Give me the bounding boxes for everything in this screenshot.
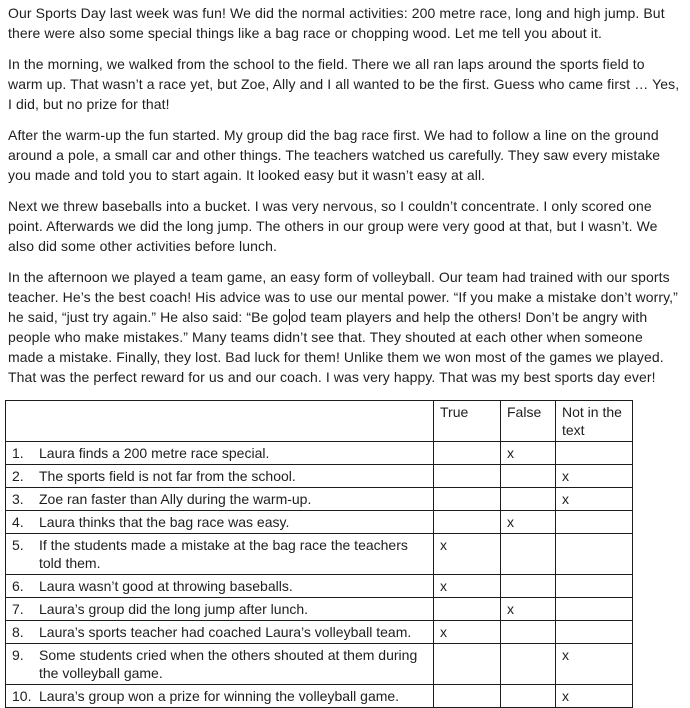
not-in-text-cell[interactable]: x xyxy=(556,488,633,511)
table-header-row xyxy=(6,401,633,442)
true-cell[interactable] xyxy=(434,465,501,488)
row-number: 3. xyxy=(12,491,24,507)
statement-cell xyxy=(6,488,434,511)
reading-passage xyxy=(8,3,682,387)
false-cell[interactable] xyxy=(501,534,556,575)
statement-text: The sports field is not far from the school. xyxy=(39,468,296,484)
passage-paragraph-1[interactable]: Our Sports Day last week was fun! We did the normal activities: 200 metre race, long and high jump. But there were also some special things like a bag race or chopping wood. Let me tell you about it. xyxy=(8,5,665,41)
statement-text: Zoe ran faster than Ally during the warm-up. xyxy=(39,491,312,507)
true-cell[interactable] xyxy=(434,644,501,685)
table-row xyxy=(6,511,633,534)
statement-cell xyxy=(6,685,434,708)
row-number: 4. xyxy=(12,514,24,530)
row-number: 1. xyxy=(12,445,24,461)
statement-column-header xyxy=(6,401,434,442)
row-number: 7. xyxy=(12,601,24,617)
false-cell[interactable] xyxy=(501,575,556,598)
statement-text: Some students cried when the others shouted at them during the volleyball game. xyxy=(39,647,418,681)
paragraph-5-text-after-cursor: od team players and help the others! Don’t be angry with people who make mistakes.” Many teams didn’t see that. They shouted at each other when someone made a mistake. Finally, they lost. Bad luck for them! Unlike them we won most of the games we played. That was the perfect reward for us and our coach. I was very happy. That was my best sports day ever! xyxy=(8,309,664,385)
false-cell[interactable] xyxy=(501,465,556,488)
passage-paragraph-5[interactable] xyxy=(8,267,682,387)
true-cell[interactable] xyxy=(434,488,501,511)
statement-cell xyxy=(6,575,434,598)
false-cell[interactable]: x xyxy=(501,442,556,465)
not-in-text-cell[interactable] xyxy=(556,511,633,534)
statement-text: Laura thinks that the bag race was easy. xyxy=(39,514,290,530)
statement-cell xyxy=(6,644,434,685)
statement-cell xyxy=(6,442,434,465)
passage-paragraph-2[interactable]: In the morning, we walked from the school to the field. There we all ran laps around the sports field to warm up. That wasn’t a race yet, but Zoe, Ally and I all wanted to be the first. Guess who came first … Yes, I did, but no prize for that! xyxy=(8,56,680,112)
table-row xyxy=(6,644,633,685)
table-row xyxy=(6,575,633,598)
not-in-text-cell[interactable]: x xyxy=(556,685,633,708)
statement-cell xyxy=(6,465,434,488)
false-cell[interactable] xyxy=(501,644,556,685)
table-row xyxy=(6,621,633,644)
table-row xyxy=(6,598,633,621)
row-number: 6. xyxy=(12,578,24,594)
not-in-text-cell[interactable]: x xyxy=(556,465,633,488)
table-row xyxy=(6,465,633,488)
not-in-text-cell[interactable] xyxy=(556,621,633,644)
row-number: 9. xyxy=(12,647,24,663)
false-cell[interactable] xyxy=(501,488,556,511)
statement-text: Laura wasn’t good at throwing baseballs. xyxy=(39,578,293,594)
true-false-table xyxy=(5,400,633,708)
false-cell[interactable] xyxy=(501,685,556,708)
true-cell[interactable] xyxy=(434,685,501,708)
true-cell[interactable]: x xyxy=(434,575,501,598)
true-cell[interactable] xyxy=(434,511,501,534)
true-cell[interactable]: x xyxy=(434,534,501,575)
false-cell[interactable]: x xyxy=(501,511,556,534)
row-number: 8. xyxy=(12,624,24,640)
statement-cell xyxy=(6,534,434,575)
statement-cell xyxy=(6,598,434,621)
row-number: 10. xyxy=(12,688,32,704)
table-row xyxy=(6,442,633,465)
false-column-header: False xyxy=(501,401,556,442)
row-number: 2. xyxy=(12,468,24,484)
false-cell[interactable] xyxy=(501,621,556,644)
true-cell[interactable]: x xyxy=(434,621,501,644)
row-number: 5. xyxy=(12,537,24,553)
not-in-text-cell[interactable] xyxy=(556,598,633,621)
statement-cell xyxy=(6,511,434,534)
true-cell[interactable] xyxy=(434,598,501,621)
statement-text: If the students made a mistake at the bag race the teachers told them. xyxy=(39,537,408,571)
passage-paragraph-4[interactable]: Next we threw baseballs into a bucket. I was very nervous, so I couldn’t concentrate. I only scored one point. Afterwards we did the long jump. The others in our group were very good at that, but I wasn’t. We also did some other activities before lunch. xyxy=(8,198,658,254)
not-in-text-cell[interactable] xyxy=(556,575,633,598)
true-column-header: True xyxy=(434,401,501,442)
passage-paragraph-3[interactable]: After the warm-up the fun started. My group did the bag race first. We had to follow a line on the ground around a pole, a small car and other things. The teachers watched us carefully. They saw every mistake you made and told you to start again. It looked easy but it wasn’t easy at all. xyxy=(8,127,661,183)
not-in-text-column-header: Not in the text xyxy=(556,401,633,442)
table-row xyxy=(6,534,633,575)
not-in-text-cell[interactable]: x xyxy=(556,644,633,685)
true-cell[interactable] xyxy=(434,442,501,465)
table-row xyxy=(6,685,633,708)
statement-text: Laura’s group did the long jump after lunch. xyxy=(39,601,309,617)
statement-cell xyxy=(6,621,434,644)
table-row xyxy=(6,488,633,511)
statement-text: Laura finds a 200 metre race special. xyxy=(39,445,270,461)
statement-text: Laura’s sports teacher had coached Laura’s volleyball team. xyxy=(39,624,412,640)
false-cell[interactable]: x xyxy=(501,598,556,621)
statement-text: Laura’s group won a prize for winning the volleyball game. xyxy=(39,688,400,704)
not-in-text-cell[interactable] xyxy=(556,534,633,575)
paragraph-5-text-before-cursor: In the afternoon we played a team game, an easy form of volleyball. Our team had trained with our sports teacher. He’s the best coach! His advice was to use our mental power. “If you make a mistake don’t worry,” he said, “just try again.” He also said: “Be go xyxy=(8,269,678,325)
not-in-text-cell[interactable] xyxy=(556,442,633,465)
